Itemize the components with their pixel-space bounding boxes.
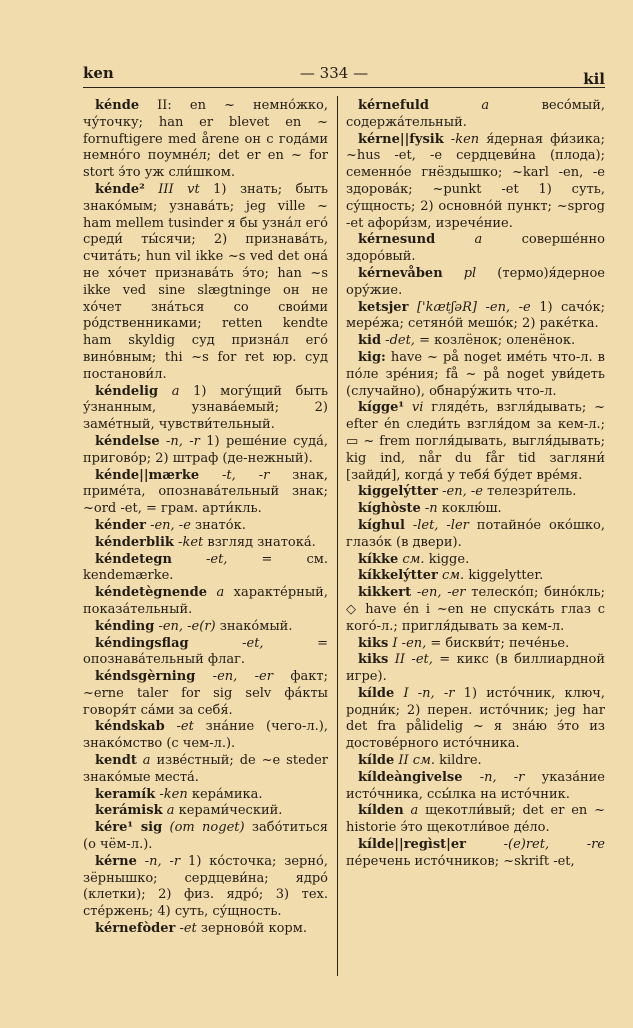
entry-definition: потайно́е око́шко, глазо́к (в двери). bbox=[346, 517, 605, 550]
entry-headword: kíghul bbox=[358, 517, 405, 533]
entry-headword: kérnefòder bbox=[95, 921, 176, 937]
dictionary-entry bbox=[83, 719, 328, 753]
entry-grammar: -n, -r bbox=[136, 853, 181, 869]
entry-headword: kikkert bbox=[358, 585, 412, 601]
entry-headword: kígge¹ bbox=[358, 400, 405, 416]
dictionary-entry bbox=[346, 132, 605, 233]
entry-headword: kíkke bbox=[358, 551, 399, 567]
entry-grammar: (om noget) bbox=[162, 820, 245, 836]
entry-grammar: I -n, -r bbox=[394, 685, 455, 701]
entry-definition: весо́мый, содержа́тельный. bbox=[346, 98, 605, 130]
entry-definition: козлёнок; оленёнок. bbox=[429, 333, 576, 349]
dictionary-entry bbox=[346, 837, 605, 871]
page-number: — 334 — bbox=[299, 64, 369, 82]
dictionary-entry bbox=[83, 518, 328, 535]
entry-definition: kigge. bbox=[424, 551, 470, 567]
entry-headword: kéndskab bbox=[95, 719, 165, 735]
entry-grammar: ['kætʃəR] -en, -e bbox=[408, 299, 531, 315]
entry-headword: ketsjer bbox=[358, 299, 409, 315]
entry-definition: бискви́т; пече́нье. bbox=[441, 635, 570, 651]
entry-grammar: -n, -r bbox=[462, 769, 525, 785]
dictionary-entry bbox=[83, 384, 328, 434]
entry-headword: kénderblik bbox=[95, 534, 174, 550]
entry-headword: kílden bbox=[358, 803, 404, 819]
entry-grammar: a bbox=[428, 98, 490, 113]
entry-headword: kéndsgèrning bbox=[95, 669, 196, 685]
dictionary-entry bbox=[346, 400, 605, 484]
entry-headword: kíldeàngivelse bbox=[358, 769, 463, 785]
entry-grammar: a bbox=[207, 585, 225, 601]
entry-grammar: II -et, = bbox=[388, 652, 451, 668]
entry-headword: kéndelse bbox=[95, 433, 160, 449]
entry-grammar: -et, = bbox=[171, 551, 273, 567]
dictionary-entry bbox=[83, 820, 328, 854]
entry-definition: have ~ på noget име́ть что-л. в по́ле зре́ния; få ~ på noget уви́деть (случайно), обнару́жить что-л. bbox=[346, 349, 605, 399]
entry-headword: kiks bbox=[358, 635, 389, 651]
dictionary-entry bbox=[83, 803, 328, 820]
dictionary-entry bbox=[346, 518, 605, 552]
dictionary-entry bbox=[83, 434, 328, 468]
entry-headword: kére¹ sig bbox=[95, 820, 163, 836]
column-divider bbox=[337, 96, 338, 976]
entry-grammar: -en, -e(r) bbox=[154, 618, 216, 634]
entry-definition: щекотли́вый; det er en ~ historie э́то щекотли́вое де́ло. bbox=[346, 803, 605, 836]
dictionary-entry bbox=[83, 619, 328, 636]
entry-headword: kérnesund bbox=[358, 232, 436, 248]
entry-definition: забо́титься (о чём-л.). bbox=[83, 820, 328, 853]
dictionary-entry bbox=[346, 803, 605, 837]
entry-headword: kig: bbox=[358, 349, 386, 365]
dictionary-entry bbox=[346, 300, 605, 334]
entry-definition: опознава́тельный флаг. bbox=[83, 652, 246, 668]
entry-grammar: -en, -e bbox=[438, 484, 483, 500]
entry-definition: характе́рный, показа́тельный. bbox=[83, 585, 328, 617]
entry-grammar: pl bbox=[442, 265, 477, 281]
entry-headword: kílde||regìst|er bbox=[358, 837, 467, 853]
dictionary-entry bbox=[346, 266, 605, 300]
entry-definition: глядéть, взгля́дывать; ~ efter én следи́ть взгля́дом за кем-л.; ▭ ~ frem погля́дывать, выгля́дывать; kig ind, når du får tid загляни́ [зайди́], когда́ у тебя́ бу́дет вре́мя. bbox=[346, 400, 605, 483]
entry-grammar: a bbox=[136, 753, 151, 769]
entry-definition: знато́к. bbox=[190, 517, 246, 533]
entry-definition: кикс (в биллиардной игре). bbox=[346, 652, 605, 685]
header-last-word: kil bbox=[583, 70, 605, 88]
entry-definition: соверше́нно здоро́вый. bbox=[346, 232, 605, 265]
entry-grammar: -et bbox=[175, 921, 197, 937]
entry-grammar: -ken bbox=[443, 131, 480, 147]
right-column bbox=[346, 98, 605, 983]
dictionary-entry bbox=[83, 787, 328, 804]
entry-definition: зерново́й корм. bbox=[196, 921, 307, 937]
entry-definition: коклю́ш. bbox=[437, 501, 502, 517]
dictionary-entry bbox=[83, 182, 328, 384]
entry-grammar: -ken bbox=[155, 786, 188, 802]
entry-definition: изве́стный; de ~e steder знако́мые места́. bbox=[83, 753, 328, 785]
entry-grammar: II см. bbox=[394, 753, 435, 769]
entry-headword: kendt bbox=[95, 753, 137, 769]
entry-headword: kénding bbox=[95, 618, 155, 634]
entry-headword: kílde bbox=[358, 685, 395, 701]
dictionary-entry bbox=[346, 98, 605, 132]
entry-definition: знако́мый. bbox=[215, 618, 293, 634]
entry-headword: kíkkelýtter bbox=[358, 568, 438, 584]
dictionary-entry bbox=[346, 232, 605, 266]
entry-definition: зна́ние (чего-л.), знако́мство (с чем-л.). bbox=[83, 719, 328, 752]
entry-grammar: -n, -r bbox=[159, 433, 200, 449]
dictionary-entry bbox=[346, 552, 605, 569]
dictionary-entry bbox=[346, 333, 605, 350]
dictionary-entry bbox=[83, 535, 328, 552]
entry-definition: 1) ко́сточка; зерно́, зёрнышко; сердцеви́на; ядро́ (клетки); 2) физ. ядро́; 3) тех. сте́ржень; 4) суть, су́щность. bbox=[83, 853, 328, 920]
running-header bbox=[83, 64, 605, 86]
entry-definition: 1) реше́ние суда́, пригово́р; 2) штраф (де-нежный). bbox=[83, 433, 328, 466]
dictionary-entry bbox=[83, 552, 328, 586]
entry-headword: kérne||fysik bbox=[358, 131, 444, 147]
dictionary-entry bbox=[83, 753, 328, 787]
entry-definition: 1) исто́чник, ключ, родни́к; 2) перен. исто́чник; jeg har det fra pålidelig ~ я зна́ю э́то из достове́рного исто́чника. bbox=[346, 685, 605, 752]
entry-headword: kíghòste bbox=[358, 501, 421, 517]
entry-grammar: a bbox=[403, 803, 419, 819]
entry-definition: керами́ческий. bbox=[174, 803, 283, 819]
dictionary-entry bbox=[83, 585, 328, 619]
dictionary-entry bbox=[346, 501, 605, 518]
entry-grammar: -en, -e bbox=[145, 517, 191, 533]
entry-grammar: см. bbox=[437, 568, 465, 584]
entry-grammar: -(e)ret, -re bbox=[466, 837, 605, 853]
entry-headword: kéndingsflag bbox=[95, 635, 189, 651]
entry-grammar: III vt bbox=[144, 181, 200, 197]
entry-headword: kílde bbox=[358, 753, 395, 769]
entry-definition: телезри́тель. bbox=[482, 484, 577, 500]
dictionary-entry bbox=[83, 468, 328, 518]
entry-definition: указа́ние исто́чника, ссы́лка на исто́чник. bbox=[346, 769, 605, 802]
entry-headword: kéndetegn bbox=[95, 551, 172, 567]
entry-headword: kérnevåben bbox=[358, 265, 443, 281]
dictionary-entry bbox=[346, 350, 605, 400]
dictionary-entry bbox=[346, 652, 605, 686]
entry-definition: знак, приме́та, опознава́тельный знак; ~ord -et, = грам. арти́кль. bbox=[83, 467, 328, 517]
entry-headword: kénde² bbox=[95, 181, 145, 197]
entry-grammar: a bbox=[435, 232, 483, 248]
entry-definition: (термо)я́дерное ору́жие. bbox=[346, 265, 605, 298]
entry-definition: телеско́п; бино́кль; ◇ have én i ~en не спуска́ть глаз с кого́-л.; пригля́дывать за кем-л. bbox=[346, 585, 605, 634]
left-column bbox=[83, 98, 328, 993]
dictionary-entry bbox=[83, 669, 328, 719]
entry-definition: kildre. bbox=[434, 753, 482, 769]
entry-headword: kénder bbox=[95, 517, 146, 533]
entry-definition: 1) знать; быть знако́мым; узнава́ть; jeg ville ~ ham mellem tusinder я бы узна́л его́ среди́ ты́сячи; 2) признава́ть, счита́ть; hun vil ikke ~s ved det она́ не хо́чет признава́ть э́то; han ~s ikke ved sine slægtninge он не хо́чет зна́ться со свои́ми ро́дственниками; retten kendte ham skyldig суд призна́л его́ вино́вным; thi ~s for ret юр. суд постанови́л. bbox=[83, 181, 328, 382]
entry-headword: kerámisk bbox=[95, 803, 163, 819]
dictionary-entry bbox=[346, 636, 605, 653]
entry-headword: kénde||mærke bbox=[95, 467, 200, 483]
dictionary-entry bbox=[83, 854, 328, 921]
entry-headword: kéndetègnende bbox=[95, 585, 207, 601]
entry-grammar: -en, -er bbox=[411, 585, 466, 601]
dictionary-entry bbox=[346, 770, 605, 804]
entry-grammar: a bbox=[158, 383, 180, 399]
entry-definition: см. kendemærke. bbox=[83, 551, 328, 584]
entry-grammar: vi bbox=[404, 400, 424, 416]
entry-definition: 1) сачо́к; мере́жа; сетяно́й мешо́к; 2) раке́тка. bbox=[346, 299, 605, 332]
entry-grammar: -et, = bbox=[188, 635, 328, 651]
dictionary-entry bbox=[346, 753, 605, 770]
entry-headword: kiggelýtter bbox=[358, 484, 439, 500]
entry-grammar: -det, = bbox=[381, 333, 430, 349]
entry-grammar: -t, -r bbox=[199, 467, 270, 483]
entry-definition: взгляд знатока́. bbox=[203, 534, 316, 550]
entry-headword: kénde bbox=[95, 98, 140, 113]
header-first-word: ken bbox=[83, 64, 114, 82]
entry-headword: keramík bbox=[95, 786, 156, 802]
entry-grammar: -n bbox=[420, 501, 438, 517]
dictionary-entry bbox=[346, 585, 605, 635]
entry-definition: 1) могу́щий быть у́знанным, узнава́емый; 2) заме́тный, чувстви́тельный. bbox=[83, 383, 328, 433]
dictionary-entry bbox=[346, 484, 605, 501]
dictionary-entry bbox=[83, 921, 328, 938]
entry-definition: кера́мика. bbox=[187, 786, 263, 802]
entry-headword: kid bbox=[358, 333, 382, 349]
entry-grammar: I -en, = bbox=[388, 635, 442, 651]
entry-headword: kérne bbox=[95, 853, 137, 869]
entry-grammar: -en, -er bbox=[195, 669, 273, 685]
entry-headword: kérnefuld bbox=[358, 98, 429, 113]
header-rule bbox=[83, 87, 605, 88]
entry-grammar: -et bbox=[164, 719, 194, 735]
entry-definition: пе́речень исто́чников; ~skrift -et, bbox=[346, 853, 575, 869]
dictionary-entry bbox=[83, 636, 328, 670]
dictionary-entry bbox=[346, 686, 605, 753]
dictionary-entry bbox=[83, 98, 328, 182]
entry-headword: kéndelig bbox=[95, 383, 159, 399]
entry-headword: kiks bbox=[358, 652, 389, 668]
entry-grammar: -let, -ler bbox=[404, 517, 469, 533]
entry-definition: kiggelytter. bbox=[464, 568, 544, 584]
entry-grammar: см. bbox=[398, 551, 425, 567]
entry-grammar: a bbox=[162, 803, 175, 819]
entry-definition: я́дерная фи́зика; ~hus -et, -e сердцеви́на (плода); семенно́е гнёздышко; ~karl -en, -e здорова́к; ~punkt -et 1) суть, су́щность; 2) основно́й пункт; ~sprog -et афори́зм, изрече́ние. bbox=[346, 131, 605, 231]
entry-definition: факт; ~erne taler for sig selv фа́кты говоря́т са́ми за себя́. bbox=[83, 669, 328, 718]
dictionary-entry bbox=[346, 568, 605, 585]
entry-grammar: -ket bbox=[173, 534, 204, 550]
entry-definition: II: en ~ немно́жко, чу́точку; han er blevet en ~ fornuftigere med årene он с года́ми немно́го поумне́л; det er en ~ for stort э́то уж сли́шком. bbox=[83, 98, 328, 181]
